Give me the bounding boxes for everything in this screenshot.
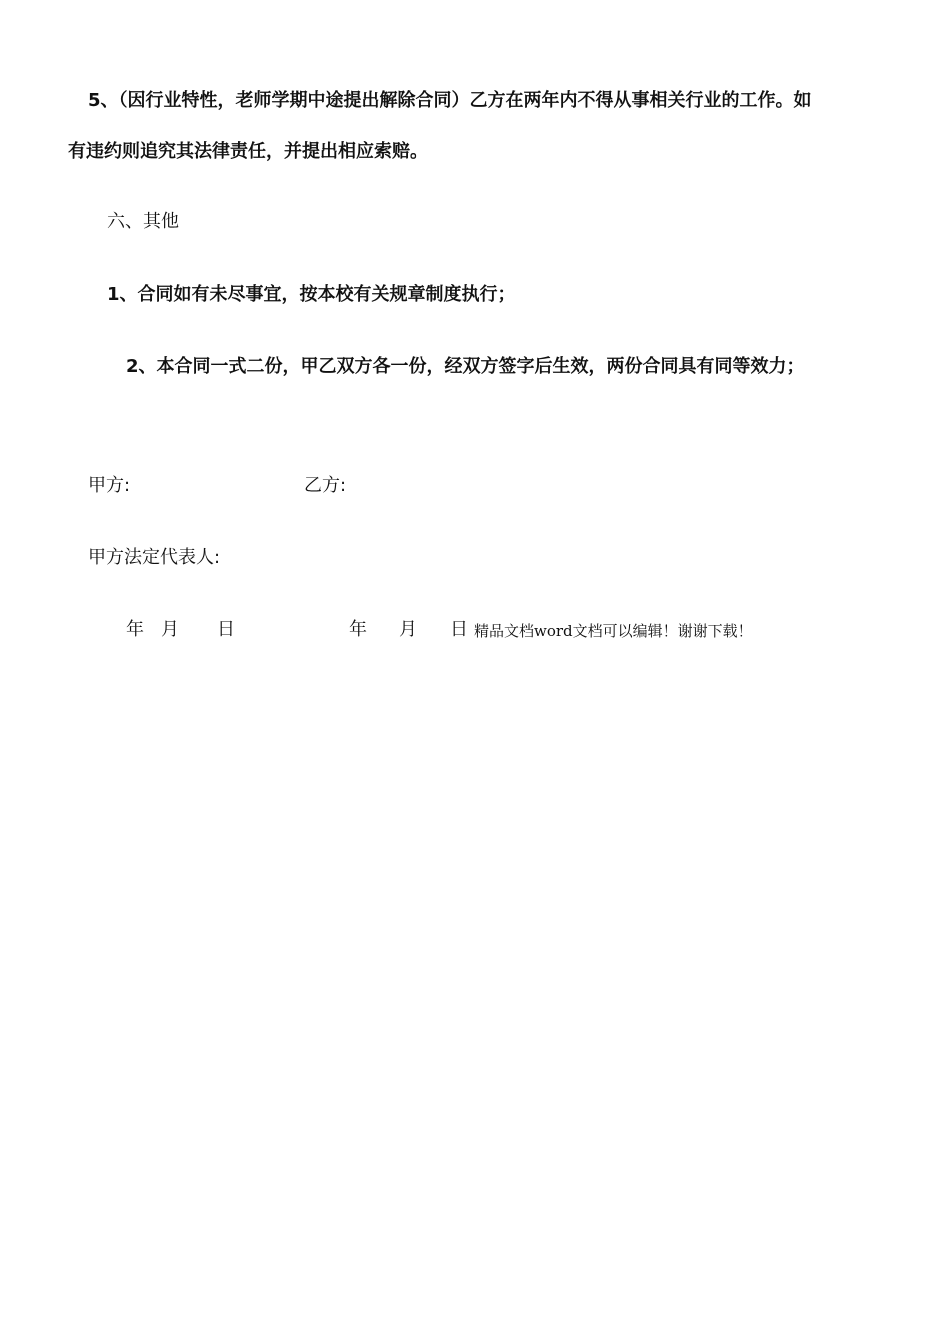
party-b-label: 乙方: bbox=[304, 475, 347, 496]
clause5-line1: 5、（因行业特性，老师学期中途提出解除合同）乙方在两年内不得从事相关行业的工作。如 bbox=[88, 90, 812, 111]
date-b-day: 日 bbox=[450, 619, 468, 640]
date-b-month: 月 bbox=[399, 619, 417, 640]
date-a-day: 日 bbox=[217, 619, 235, 640]
legal-rep-label: 甲方法定代表人: bbox=[88, 547, 221, 568]
party-a-label: 甲方: bbox=[88, 475, 131, 496]
section6-item1: 1、合同如有未尽事宜，按本校有关规章制度执行； bbox=[107, 284, 516, 305]
date-a-year: 年 bbox=[126, 619, 144, 640]
date-a-month: 月 bbox=[161, 619, 179, 640]
watermark-text: 精品文档word文档可以编辑！谢谢下载！ bbox=[474, 622, 753, 640]
section6-heading: 六、其他 bbox=[107, 211, 179, 232]
date-b-year: 年 bbox=[349, 619, 367, 640]
clause5-line2: 有违约则追究其法律责任，并提出相应索赔。 bbox=[68, 141, 428, 162]
section6-item2: 2、本合同一式二份，甲乙双方各一份，经双方签字后生效，两份合同具有同等效力； bbox=[126, 356, 805, 377]
